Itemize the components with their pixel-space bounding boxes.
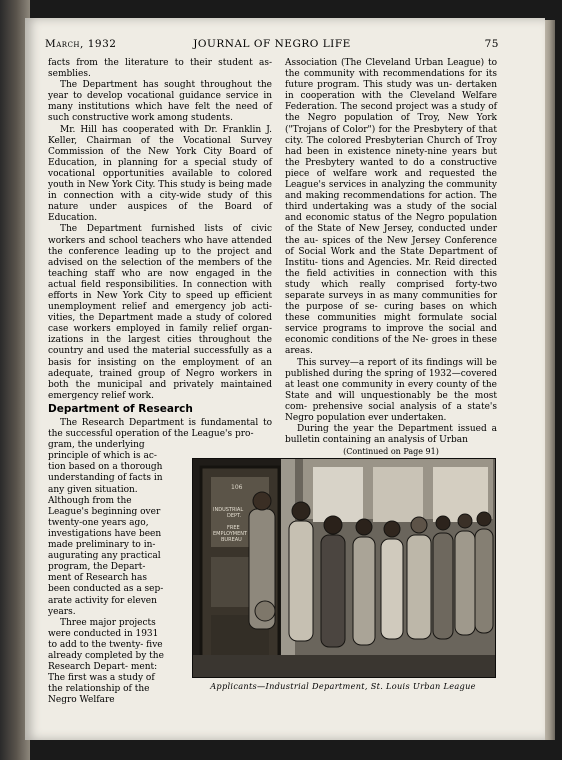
photograph-applicants [192, 458, 496, 678]
page-number: 75 [484, 38, 499, 50]
right-paragraph-1: Association (The Cleveland Urban League) to the community with recommendations for its future program. This study was un- dertaken in cooperation with the Cleveland Welfare Federation. The second project was a study of the Negro population of Troy, New York ("Trojans of Color") for the Presbytery of that city. The colored Presbyterian Church of Troy had been in existence ninety-nine years but the Presbytery wanted to do a constructive piece of welfare work and requested the League's services in analyzing the community and making recommendations for action. The third undertaking was a study of the social and economic status of the Negro population of the State of New Jersey, conducted under the au- spices of the New Jersey Conference of Social Work and the State Department of Institu- tions and Agencies. Mr. Reid directed the field activities in connection with this study which really comprised forty-two separate surveys in as many communities for the purpose of se- curing bases on which these communities might formulate social service programs to improve the social and economic conditions of the Ne- groes in these areas. [285, 58, 497, 357]
header-date: March, 1932 [45, 38, 117, 50]
continued-note: (Continued on Page 91) [343, 447, 439, 457]
left-paragraph-3: Mr. Hill has cooperated with Dr. Franklin J. Keller, Chairman of the Vocational Survey Commission of the New York City Board of Education, in planning for a special study of vocational opportunities available to colored youth in New York City. This study is being made in connection with a city-wide study of this nature under auspices of the Board of Education. [48, 124, 272, 224]
left-paragraph-5-continued: gram, the underlying principle of which is ac- tion based on a thorough understanding of facts in any given situation. Although from the League's beginning over twenty-one years ago, investigations have been made preliminary to in- augurating any practical program, the Depart- ment of Research has been conducted as a sep- arate activity for eleven years. [48, 440, 164, 617]
left-paragraph-1: facts from the literature to their student as- semblies. [48, 58, 272, 80]
photo-door-number: 106 [231, 484, 243, 491]
left-paragraph-6: Three major projects were conducted in 1931 to add to the twenty- five already completed by the Research Depart- ment: The first was a study of the relationship of the Negro Welfare [48, 617, 164, 706]
photo-sign-line-3: FREE [227, 525, 240, 531]
left-paragraph-2: The Department has sought throughout the year to develop vocational guidance service in many institutions which have felt the need of such constructive work among students. [48, 80, 272, 124]
section-heading-research: Department of Research [48, 402, 193, 415]
right-paragraph-3: During the year the Department issued a bulletin containing an analysis of Urban [285, 424, 497, 446]
right-paragraph-2: This survey—a report of its findings will be published during the spring of 1932—covered at least one community in every county of the State and will unquestionably be the most com- prehensive social analysis of a state's Negro population ever undertaken. [285, 357, 497, 423]
left-paragraph-5: The Research Department is fundamental to the successful operation of the League's pro- [48, 418, 272, 440]
photo-sign-line-2: DEPT. [227, 513, 242, 519]
photo-sign-line-4: EMPLOYMENT [213, 531, 248, 537]
photo-sign-line-1: INDUSTRIAL [213, 507, 244, 513]
photo-caption: Applicants—Industrial Department, St. Louis Urban League [210, 681, 476, 691]
right-column [285, 58, 497, 457]
header-journal-title: JOURNAL OF NEGRO LIFE [193, 38, 351, 50]
photo-sign-line-5: BUREAU [221, 537, 242, 543]
left-paragraph-4: The Department furnished lists of civic workers and school teachers who have attended the conference leading up to the project and advised on the selection of the members of the teaching staff who are now engaged in the actual field responsibilities. In connection with efforts in New York City to speed up efficient unemployment relief and emergency job acti- vities, the Department made a study of colored case workers employed in family relief organ- izations in the largest cities throughout the country and used the material successfully as a basis for insisting on the employment of an adequate, trained group of Negro workers in both the municipal and privately maintained emergency relief work. [48, 224, 272, 401]
